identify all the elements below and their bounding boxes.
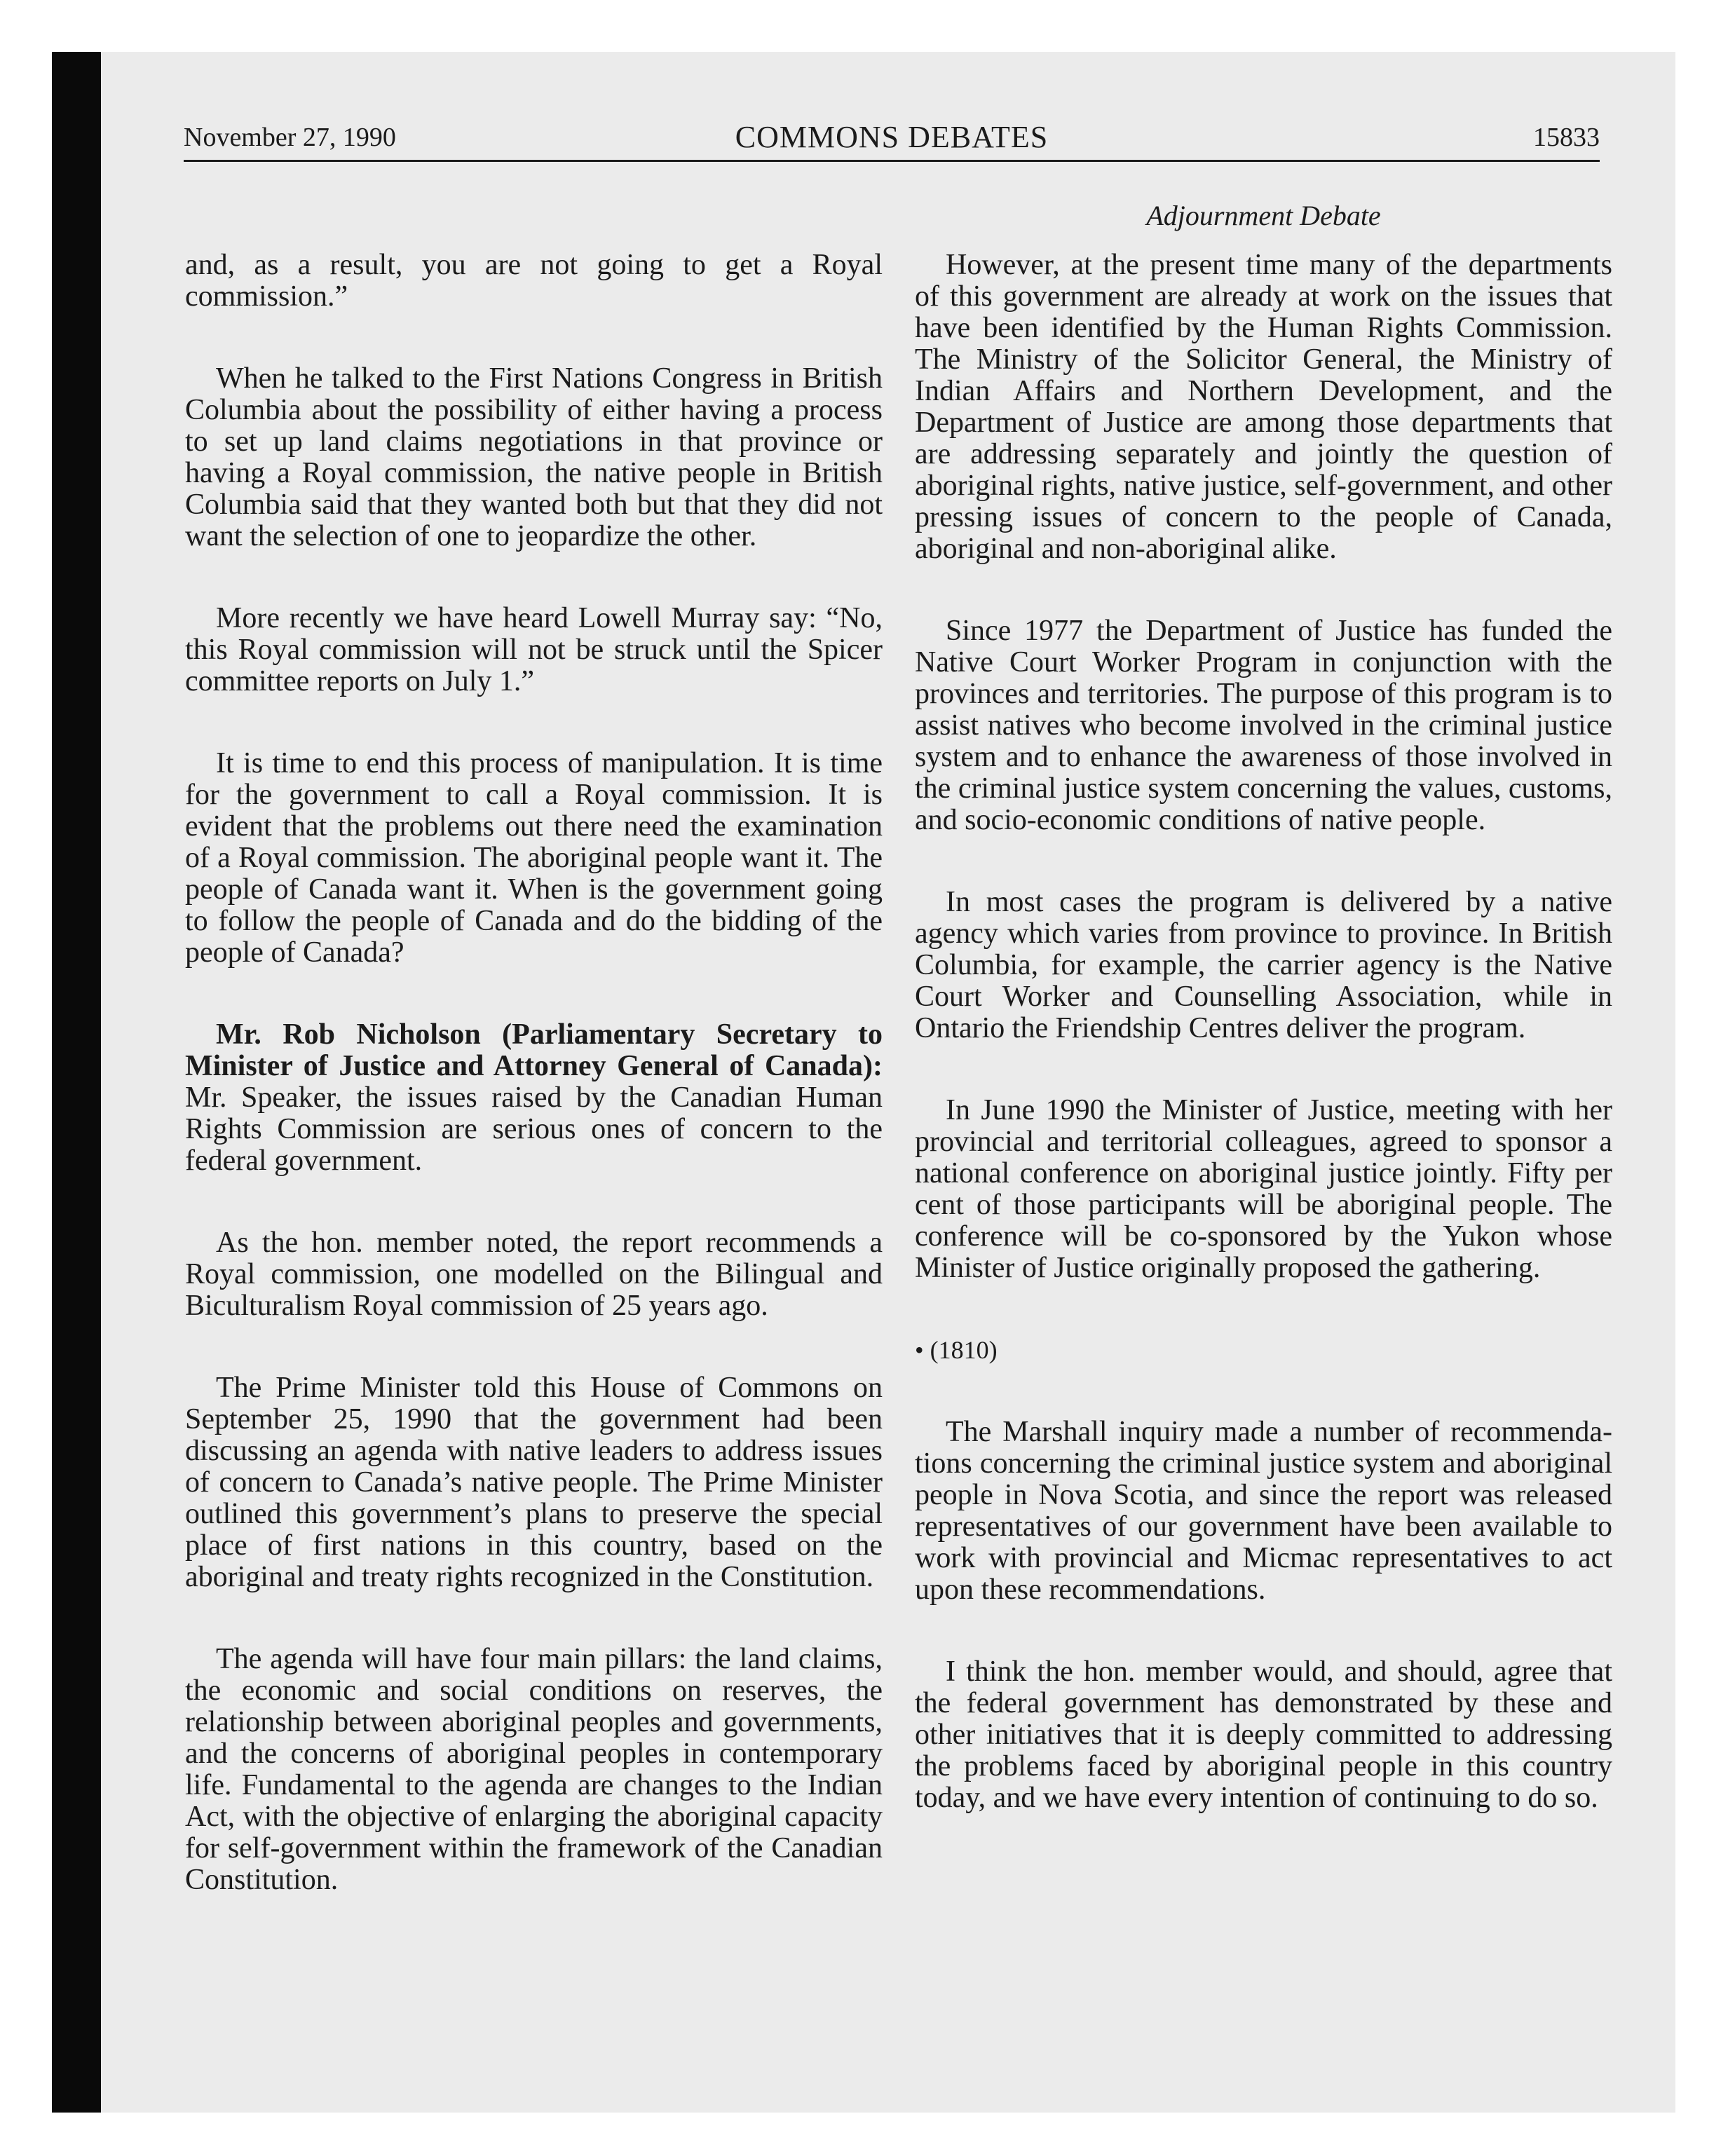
running-head: Adjournment Debate — [1146, 200, 1381, 231]
paragraph: As the hon. member noted, the report recommends a Royal commission, one modelled on the Bilingual and Biculturalism Royal commission of 25 years ago. — [185, 1227, 883, 1322]
paragraph: In June 1990 the Minister of Justice, meeting with her provincial and territorial colleagues, agreed to sponsor a national conference on aboriginal justice jointly. Fifty per cent of those participants will be aboriginal people. The conference will be co-sponsored by the Yukon whose Minister of Justice originally proposed the gathering. — [915, 1094, 1612, 1284]
binding-edge — [52, 52, 101, 2113]
header-date: November 27, 1990 — [184, 123, 396, 152]
speaker-name: Mr. Rob Nicholson (Parliamentary Secretary to Minister of Justice and Attorney General of Canada): — [185, 1018, 883, 1082]
paragraph: It is time to end this process of manipulation. It is time for the government to call a Royal commission. It is evident that the problems out there need the examination of a Royal commission. The aboriginal people want it. The people of Canada want it. When is the government going to follow the people of Canada and do the bidding of the people of Canada? — [185, 747, 883, 969]
header-rule — [184, 160, 1600, 162]
paragraph: When he talked to the First Nations Congress in British Columbia about the possibility of either having a process to set up land claims negotiations in that province or having a Royal commission, the native people in British Columbia said that they wanted both but that they did not want the selection of one to jeopardize the other. — [185, 362, 883, 552]
right-column — [915, 250, 1612, 1864]
paragraph: Since 1977 the Department of Justice has funded the Native Court Worker Program in conjunction with the provinces and territories. The purpose of this program is to assist natives who become involved in the criminal justice system and to enhance the awareness of those involved in the criminal justice system concerning the values, customs, and socio-economic conditions of native people. — [915, 615, 1612, 836]
page-number: 15833 — [1533, 123, 1600, 152]
paragraph: The agenda will have four main pillars: the land claims, the economic and social conditions on reserves, the relationship between aboriginal peoples and governments, and the concerns of aboriginal peoples in contemporary life. Fundamental to the agenda are changes to the Indian Act, with the objective of enlarging the aboriginal capacity for self-government within the framework of the Canadian Constitution. — [185, 1643, 883, 1896]
paragraph: In most cases the program is delivered by a native agency which varies from province to province. In British Columbia, for example, the carrier agency is the Native Court Worker and Counselling Association, while in Ontario the Friendship Centres deliver the program. — [915, 886, 1612, 1044]
paragraph: However, at the present time many of the departments of this government are already at work on the issues that have been identified by the Human Rights Commission. The Ministry of the Solicitor General, the Ministry of Indian Affairs and Northern Development, and the Department of Justice are among those departments that are addressing separately and jointly the question of aboriginal rights, native justice, self-government, and other pressing issues of concern to the people of Canada, aboriginal and non-aboriginal alike. — [915, 249, 1612, 565]
left-column — [185, 250, 883, 1946]
paragraph: The Prime Minister told this House of Commons on September 25, 1990 that the government had been discussing an agenda with native leaders to address issues of concern to Canada’s native people. The Prime Minister outlined this government’s plans to preserve the special place of first nations in this country, based on the aboriginal and treaty rights recognized in the Constitution. — [185, 1372, 883, 1593]
paragraph: I think the hon. member would, and should, agree that the federal government has demonstrated by these and other initiatives that it is deeply committed to addressing the problems faced by aboriginal people in this country today, and we have every intention of continuing to do so. — [915, 1656, 1612, 1814]
speaker-text: Mr. Speaker, the issues raised by the Canadian Human Rights Commission are serious ones of concern to the federal government. — [185, 1082, 883, 1177]
paragraph: More recently we have heard Lowell Murray say: “No, this Royal commission will not be struck until the Spicer committee reports on July 1.” — [185, 602, 883, 697]
paragraph: The Marshall inquiry made a number of recommendations concerning the criminal justice system and aboriginal people in Nova Scotia, and since the report was released representatives of our government have been available to work with provincial and Micmac representatives to act upon these recommendations. — [915, 1416, 1612, 1606]
header-title: COMMONS DEBATES — [735, 120, 1049, 154]
paragraph: and, as a result, you are not going to get a Royal commission.” — [185, 249, 883, 313]
page-header — [184, 118, 1600, 160]
speaker-paragraph — [185, 1019, 883, 1177]
timestamp: • (1810) — [915, 1336, 998, 1364]
